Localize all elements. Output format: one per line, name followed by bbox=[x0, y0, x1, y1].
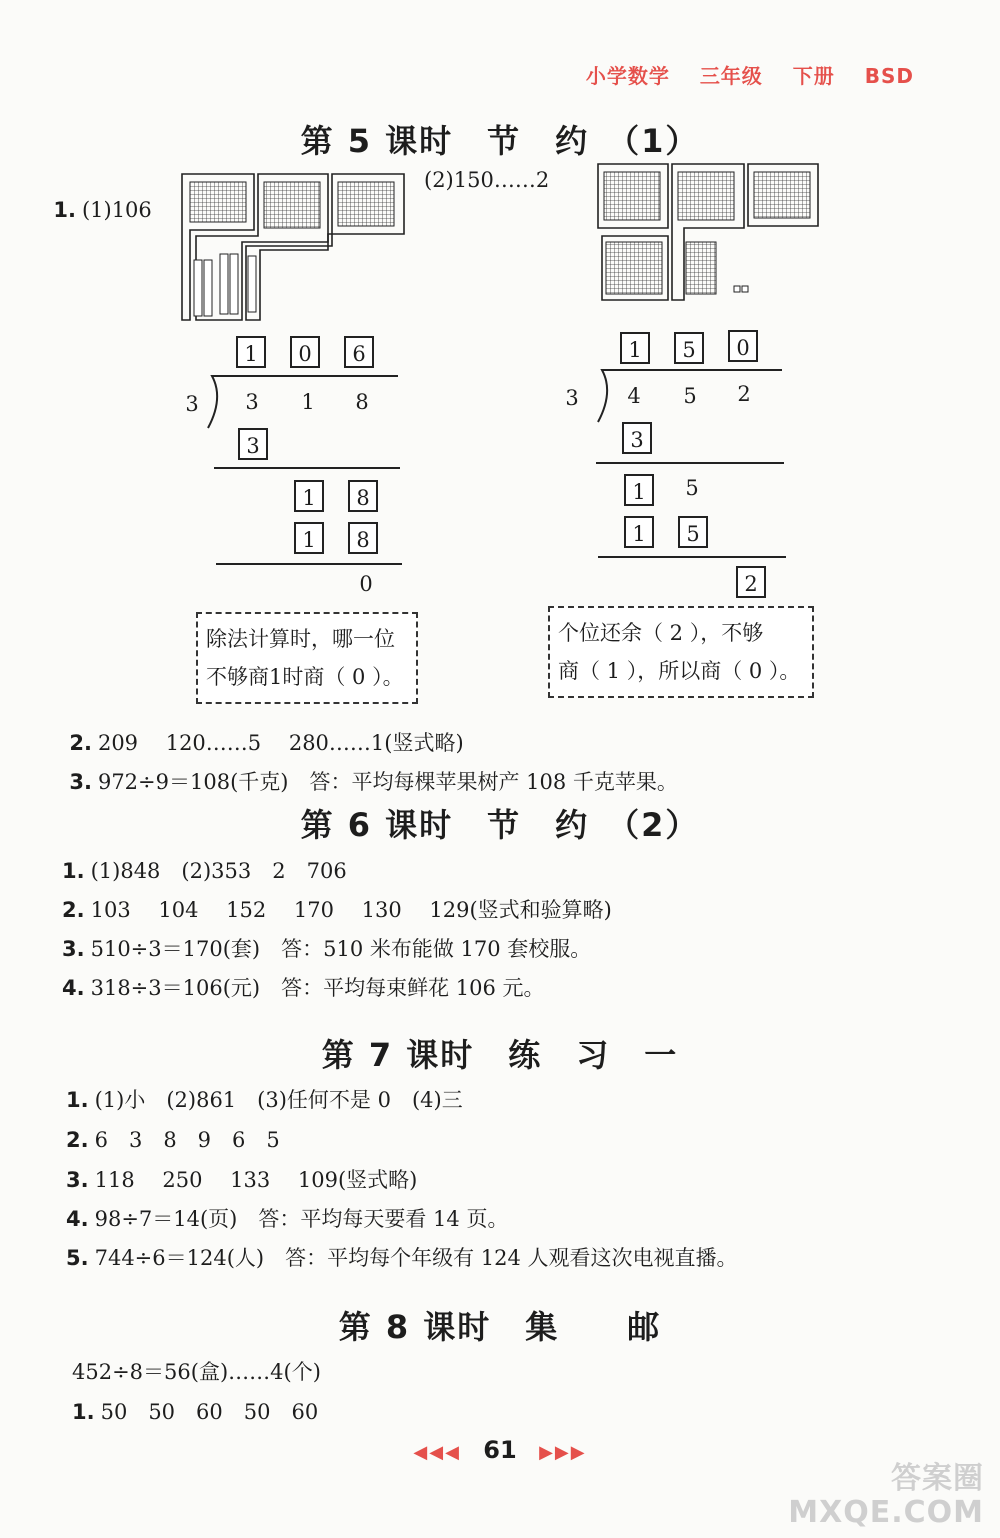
lesson7-item bbox=[66, 1084, 463, 1114]
base-ten-blocks-diagram-2 bbox=[594, 160, 824, 310]
lesson7-item bbox=[66, 1124, 280, 1154]
watermark-logo bbox=[788, 1462, 984, 1530]
note-box-2 bbox=[548, 606, 814, 698]
q-text: 118 250 133 109(竖式略) bbox=[94, 1168, 418, 1192]
page-number: 61 bbox=[483, 1436, 517, 1464]
lesson8-title: 第 8 课时 集 邮 bbox=[338, 1308, 662, 1346]
q-number: 4. bbox=[62, 976, 85, 1000]
q-number: 2. bbox=[69, 731, 92, 755]
step-digit-box: 8 bbox=[348, 480, 378, 512]
subtraction-line bbox=[214, 467, 400, 469]
step-digit: 5 bbox=[685, 476, 699, 500]
dividend-digit: 8 bbox=[355, 390, 369, 414]
dividend-digit: 3 bbox=[245, 390, 259, 414]
q-text: 209 120……5 280……1(竖式略) bbox=[97, 731, 464, 755]
header-subject: 小学数学 bbox=[585, 64, 670, 88]
step-digit-box: 3 bbox=[622, 422, 652, 454]
next-arrows-icon: ▶▶▶ bbox=[539, 1442, 587, 1463]
lesson5-title: 第 5 课时 节 约 （1） bbox=[300, 122, 700, 160]
q-text: (1)小 (2)861 (3)任何不是 0 (4)三 bbox=[94, 1088, 463, 1112]
q-text: (1)848 (2)353 2 706 bbox=[90, 859, 347, 883]
q-text: 103 104 152 170 130 129(竖式和验算略) bbox=[90, 898, 612, 922]
lesson5-q1 bbox=[40, 174, 152, 222]
book-header bbox=[564, 60, 914, 89]
q-number: 3. bbox=[66, 1168, 89, 1192]
subtraction-line bbox=[596, 462, 784, 464]
subtraction-line bbox=[598, 556, 786, 558]
header-edition: BSD bbox=[864, 64, 914, 88]
q-text: 50 50 60 50 60 bbox=[100, 1400, 319, 1424]
quotient-digit-box: 1 bbox=[620, 332, 650, 364]
q-number: 3. bbox=[69, 770, 92, 794]
dividend-digit: 2 bbox=[737, 382, 751, 406]
q-text: 510÷3＝170(套) 答：510 米布能做 170 套校服。 bbox=[90, 937, 592, 961]
divisor: 3 bbox=[565, 386, 579, 410]
quotient-digit-box: 0 bbox=[728, 330, 758, 362]
note-line: 除法计算时，哪一位 bbox=[206, 627, 395, 651]
remainder-box: 2 bbox=[736, 566, 766, 598]
quotient-digit-box: 6 bbox=[344, 336, 374, 368]
lesson7-item bbox=[66, 1164, 417, 1194]
lesson7-item bbox=[66, 1203, 508, 1233]
prev-arrows-icon: ◀◀◀ bbox=[413, 1442, 461, 1463]
watermark-logo-text: 答案圈 bbox=[891, 1461, 984, 1496]
quotient-digit-box: 1 bbox=[236, 336, 266, 368]
note-line: 个位还余（ 2 ），不够 bbox=[558, 621, 764, 645]
q-text: 98÷7＝14(页) 答：平均每天要看 14 页。 bbox=[94, 1207, 509, 1231]
lesson8-intro: 452÷8＝56(盒)……4(个) bbox=[72, 1360, 321, 1384]
q-text: 744÷6＝124(人) 答：平均每个年级有 124 人观看这次电视直播。 bbox=[94, 1246, 738, 1270]
q-number: 3. bbox=[62, 937, 85, 961]
step-digit-box: 1 bbox=[294, 480, 324, 512]
q-number: 2. bbox=[66, 1128, 89, 1152]
header-grade: 三年级 bbox=[699, 64, 763, 88]
lesson8-item bbox=[72, 1396, 318, 1426]
note-box-1 bbox=[196, 612, 418, 704]
dividend-digit: 1 bbox=[301, 390, 315, 414]
q-number: 2. bbox=[62, 898, 85, 922]
dividend-digit: 5 bbox=[683, 384, 697, 408]
q-number: 1. bbox=[62, 859, 85, 883]
lesson7-item bbox=[66, 1242, 738, 1272]
q-number: 1. bbox=[72, 1400, 95, 1424]
q-text: 6 3 8 9 6 5 bbox=[94, 1128, 280, 1152]
page-footer bbox=[0, 1436, 1000, 1464]
step-digit-box: 1 bbox=[624, 516, 654, 548]
q-number: 1. bbox=[66, 1088, 89, 1112]
quotient-digit-box: 5 bbox=[674, 332, 704, 364]
lesson6-item bbox=[62, 894, 612, 924]
lesson5-q3 bbox=[56, 742, 678, 796]
note-line: 不够商1时商（ 0 ）。 bbox=[206, 665, 404, 689]
lesson6-item bbox=[62, 855, 347, 885]
q-text: 318÷3＝106(元) 答：平均每束鲜花 106 元。 bbox=[90, 976, 545, 1000]
header-volume: 下册 bbox=[792, 64, 835, 88]
divisor: 3 bbox=[185, 392, 199, 416]
subtraction-line bbox=[216, 563, 402, 565]
lesson6-item bbox=[62, 972, 545, 1002]
step-digit-box: 1 bbox=[624, 474, 654, 506]
quotient-digit-box: 0 bbox=[290, 336, 320, 368]
q-text: 972÷9＝108(千克) 答：平均每棵苹果树产 108 千克苹果。 bbox=[97, 770, 678, 794]
step-digit-box: 1 bbox=[294, 522, 324, 554]
lesson6-title: 第 6 课时 节 约 （2） bbox=[300, 806, 700, 844]
q-number: 4. bbox=[66, 1207, 89, 1231]
step-digit-box: 5 bbox=[678, 516, 708, 548]
remainder: 0 bbox=[359, 572, 373, 596]
q-number: 1. bbox=[53, 198, 76, 222]
lesson6-item bbox=[62, 933, 591, 963]
q-number: 5. bbox=[66, 1246, 89, 1270]
base-ten-blocks-diagram-1 bbox=[178, 170, 418, 328]
step-digit-box: 8 bbox=[348, 522, 378, 554]
dividend-digit: 4 bbox=[627, 384, 641, 408]
watermark-site: MXQE.COM bbox=[788, 1495, 984, 1530]
note-line: 商（ 1 ），所以商（ 0 ）。 bbox=[558, 659, 801, 683]
lesson7-title: 第 7 课时 练 习 一 bbox=[321, 1036, 679, 1074]
q1-part1-label: (1)106 bbox=[81, 198, 152, 222]
step-digit-box: 3 bbox=[238, 428, 268, 460]
q1-part2-label: (2)150……2 bbox=[424, 168, 550, 192]
